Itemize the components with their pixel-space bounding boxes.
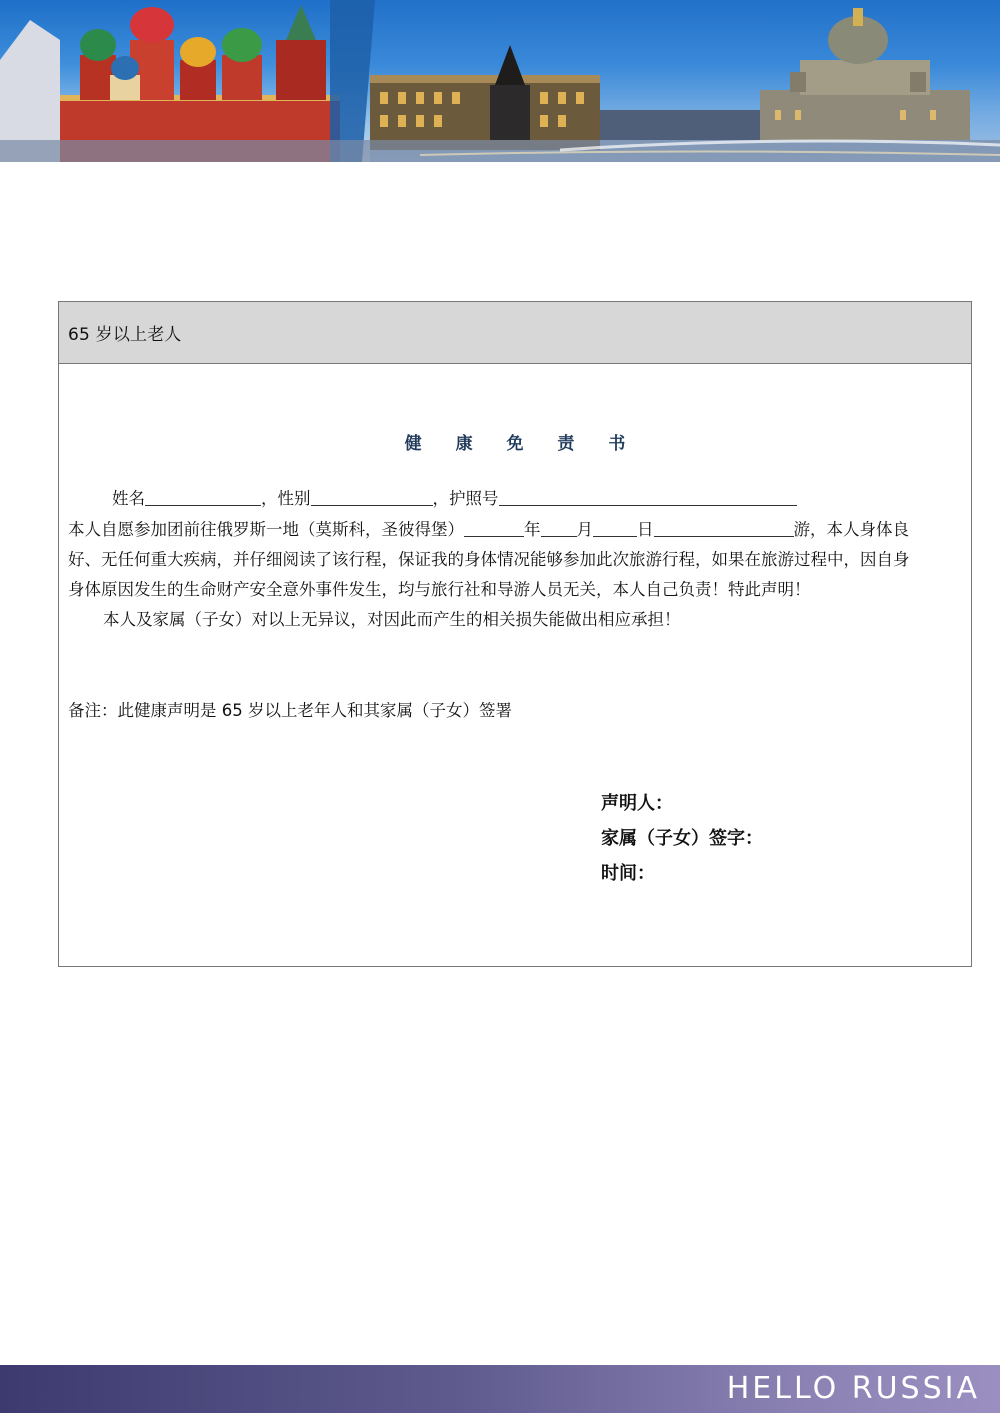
- health-waiver-box: [58, 301, 972, 967]
- year-label: 年: [524, 520, 541, 539]
- title-char: 免: [506, 434, 524, 454]
- statement-text: 本人自愿参加团前往俄罗斯一地（莫斯科，圣彼得堡）: [68, 520, 464, 539]
- statement-line: 好、无任何重大疾病，并仔细阅读了该行程，保证我的身体情况能够参加此次旅游行程，如果在旅游过程中，因自身: [68, 550, 910, 569]
- month-label: 月: [576, 520, 593, 539]
- tour-blank[interactable]: [654, 520, 794, 537]
- cathedral-left-image: [60, 5, 340, 162]
- title-char: 责: [557, 434, 575, 454]
- year-blank[interactable]: [464, 520, 524, 537]
- comma: ，: [261, 489, 278, 508]
- passport-blank[interactable]: [499, 489, 797, 506]
- family-signature-label: 家属（子女）签字：: [601, 828, 763, 849]
- day-blank[interactable]: [593, 520, 637, 537]
- month-blank[interactable]: [541, 520, 577, 537]
- title-char: 健: [404, 434, 422, 454]
- gender-label: 性别: [277, 489, 311, 508]
- box-header-label: 65 岁以上老人: [68, 325, 182, 345]
- consent-line: 本人及家属（子女）对以上无异议，对因此而产生的相关损失能做出相应承担！: [103, 610, 681, 629]
- footer-bar: [0, 1365, 1000, 1413]
- time-label: 时间：: [601, 863, 655, 884]
- title-char: 书: [608, 434, 626, 454]
- passport-label: 护照号: [449, 489, 499, 508]
- document-title: [59, 429, 971, 454]
- statement-line: 身体原因发生的生命财产安全意外事件发生，均与旅行社和导游人员无关，本人自己负责！特此声明！: [68, 580, 811, 599]
- comma: ，: [432, 489, 449, 508]
- name-blank[interactable]: [145, 489, 261, 506]
- banner-collage-image: [0, 0, 1000, 162]
- gender-blank[interactable]: [311, 489, 433, 506]
- statement-text: 游，本人身体良: [793, 520, 909, 539]
- header-banner: [0, 0, 1000, 162]
- name-label: 姓名: [112, 489, 145, 508]
- info-line: [112, 484, 797, 514]
- statement-line: [68, 515, 909, 545]
- remark-text: 备注：此健康声明是 65 岁以上老年人和其家属（子女）签署: [68, 701, 512, 720]
- day-label: 日: [637, 520, 654, 539]
- box-header: [59, 302, 971, 364]
- title-char: 康: [455, 434, 473, 454]
- declarant-label: 声明人：: [601, 793, 673, 814]
- footer-brand-text: HELLO RUSSIA: [726, 1371, 980, 1406]
